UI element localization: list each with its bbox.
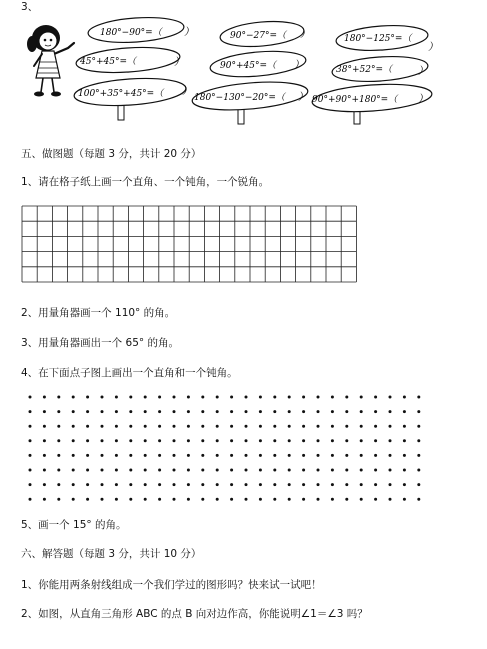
grid-dot <box>173 396 176 399</box>
grid-dot <box>129 439 132 442</box>
grid-dot <box>230 483 233 486</box>
grid-dot <box>345 454 348 457</box>
grid-dot <box>331 469 334 472</box>
grid-dot <box>273 469 276 472</box>
grid-dot <box>302 469 305 472</box>
grid-dot <box>216 469 219 472</box>
sign-3-close-2: ） <box>418 66 428 77</box>
grid-dot <box>158 425 161 428</box>
grid-dot <box>345 410 348 413</box>
sign-1-close-2: ） <box>174 57 184 68</box>
grid-dot <box>173 454 176 457</box>
grid-dot <box>187 410 190 413</box>
grid-dot <box>417 410 420 413</box>
grid-dot <box>245 483 248 486</box>
sign-2-close-3: ） <box>298 92 308 103</box>
grid-dot <box>72 410 75 413</box>
grid-dot <box>129 498 132 501</box>
sign-3-expr-1: 180°−125°=（ <box>344 34 412 44</box>
grid-dot <box>273 483 276 486</box>
grid-dot <box>115 425 118 428</box>
grid-dot <box>403 410 406 413</box>
grid-dot <box>216 425 219 428</box>
sign-1-expr-3: 100°+35°+45°=（ <box>78 89 164 99</box>
grid-dot <box>374 396 377 399</box>
grid-dot <box>360 425 363 428</box>
grid-dot <box>288 483 291 486</box>
grid-dot <box>101 410 104 413</box>
grid-dot <box>403 454 406 457</box>
grid-dot <box>417 469 420 472</box>
grid-dot <box>86 469 89 472</box>
grid-dot <box>331 439 334 442</box>
sign-1-close-1: ） <box>184 27 194 38</box>
grid-dot <box>187 469 190 472</box>
grid-dot <box>101 396 104 399</box>
sign-3 <box>306 14 446 126</box>
grid-dot <box>259 396 262 399</box>
grid-dot <box>345 469 348 472</box>
grid-dot <box>317 469 320 472</box>
grid-dot <box>43 469 46 472</box>
grid-dot <box>115 454 118 457</box>
grid-dot <box>201 469 204 472</box>
sign-2 <box>190 16 320 128</box>
grid-dot <box>245 498 248 501</box>
grid-dot <box>389 396 392 399</box>
grid-dot <box>245 469 248 472</box>
grid-dot <box>29 410 32 413</box>
grid-dot <box>173 425 176 428</box>
grid-dot <box>201 454 204 457</box>
grid-dot <box>29 425 32 428</box>
grid-dot <box>331 425 334 428</box>
grid-dot <box>158 454 161 457</box>
grid-dot <box>389 439 392 442</box>
grid-dot <box>43 410 46 413</box>
grid-dot <box>374 483 377 486</box>
sign-1-close-3: ） <box>182 86 192 97</box>
grid-dot <box>417 425 420 428</box>
problem-3-number: 3、 <box>21 1 39 13</box>
grid-dot <box>273 425 276 428</box>
section-5-question-2: 2、用量角器画一个 110° 的角。 <box>21 307 176 319</box>
grid-dot <box>115 410 118 413</box>
grid-dot <box>331 410 334 413</box>
grid-dot <box>29 396 32 399</box>
grid-dot <box>245 454 248 457</box>
grid-dot <box>259 483 262 486</box>
grid-dot <box>173 410 176 413</box>
grid-dot <box>201 396 204 399</box>
grid-dot <box>216 498 219 501</box>
grid-dot <box>389 410 392 413</box>
grid-dot <box>57 469 60 472</box>
grid-dot <box>374 410 377 413</box>
grid-dot <box>259 498 262 501</box>
grid-dot <box>72 469 75 472</box>
grid-dot <box>158 410 161 413</box>
grid-dot <box>72 396 75 399</box>
grid-dot <box>374 425 377 428</box>
grid-dot <box>273 439 276 442</box>
grid-dot <box>101 425 104 428</box>
grid-dot <box>417 483 420 486</box>
grid-dot <box>360 469 363 472</box>
grid-dot <box>288 410 291 413</box>
grid-dot <box>360 454 363 457</box>
grid-dot <box>43 396 46 399</box>
grid-dot <box>245 425 248 428</box>
grid-dot <box>417 396 420 399</box>
grid-dot <box>417 439 420 442</box>
grid-dot <box>29 439 32 442</box>
grid-dot <box>317 483 320 486</box>
grid-dot <box>403 425 406 428</box>
grid-dot <box>158 483 161 486</box>
grid-dot <box>345 425 348 428</box>
grid-dot <box>230 454 233 457</box>
grid-dot <box>43 439 46 442</box>
grid-dot <box>417 498 420 501</box>
grid-dot <box>331 483 334 486</box>
grid-dot <box>57 483 60 486</box>
grid-dot <box>288 396 291 399</box>
grid-dot <box>288 425 291 428</box>
grid-dot <box>101 439 104 442</box>
grid-dot <box>360 410 363 413</box>
grid-dot <box>302 439 305 442</box>
grid-dot <box>345 498 348 501</box>
grid-dot <box>389 425 392 428</box>
grid-dot <box>273 410 276 413</box>
grid-dot <box>230 439 233 442</box>
grid-dot <box>86 410 89 413</box>
sign-2-close-2: ） <box>294 60 304 71</box>
grid-dot <box>302 410 305 413</box>
grid-dot <box>360 439 363 442</box>
grid-dot <box>158 439 161 442</box>
grid-dot <box>273 396 276 399</box>
grid-dot <box>216 439 219 442</box>
grid-dot <box>259 454 262 457</box>
grid-dot <box>144 425 147 428</box>
grid-dot <box>115 396 118 399</box>
grid-dot <box>43 483 46 486</box>
grid-dot <box>403 439 406 442</box>
grid-dot <box>403 396 406 399</box>
grid-dot <box>273 454 276 457</box>
grid-dot <box>201 439 204 442</box>
sign-3-expr-3: 90°+90°+180°=（ <box>312 95 398 105</box>
grid-dot <box>57 439 60 442</box>
grid-dot <box>302 396 305 399</box>
grid-dot <box>259 425 262 428</box>
grid-dot <box>144 483 147 486</box>
grid-dot <box>374 498 377 501</box>
section-6-heading: 六、解答题（每题 3 分，共计 10 分） <box>21 548 202 560</box>
grid-dot <box>115 483 118 486</box>
grid-dot <box>216 483 219 486</box>
grid-dot <box>144 439 147 442</box>
grid-dot <box>245 410 248 413</box>
grid-dot <box>101 454 104 457</box>
grid-dot <box>187 483 190 486</box>
grid-lines <box>22 206 356 282</box>
grid-dot <box>115 439 118 442</box>
grid-dot <box>331 454 334 457</box>
grid-dot <box>29 454 32 457</box>
grid-dot <box>57 410 60 413</box>
grid-dot <box>187 396 190 399</box>
grid-dot <box>201 483 204 486</box>
grid-dot <box>302 425 305 428</box>
grid-dot <box>345 483 348 486</box>
grid-dot <box>129 454 132 457</box>
grid-dot <box>288 439 291 442</box>
grid-dot <box>57 454 60 457</box>
grid-dot <box>216 396 219 399</box>
grid-dot <box>115 469 118 472</box>
grid-dot <box>230 396 233 399</box>
grid-dot <box>317 396 320 399</box>
sign-2-expr-3: 180°−130°−20°=（ <box>194 93 285 103</box>
grid-dot <box>86 425 89 428</box>
sign-1-expr-1: 180°−90°=（ <box>100 28 162 38</box>
grid-dot <box>101 469 104 472</box>
grid-dot <box>389 469 392 472</box>
grid-dot <box>288 469 291 472</box>
grid-dot <box>230 498 233 501</box>
section-5-question-3: 3、用量角器画出一个 65° 的角。 <box>21 337 179 349</box>
grid-dot <box>403 498 406 501</box>
grid-dot <box>317 454 320 457</box>
grid-dot <box>144 469 147 472</box>
sign-2-expr-2: 90°+45°=（ <box>220 61 276 71</box>
grid-dot <box>360 498 363 501</box>
section-5-question-4: 4、在下面点子图上画出一个直角和一个钝角。 <box>21 367 238 379</box>
grid-dot <box>129 469 132 472</box>
grid-dot <box>57 425 60 428</box>
grid-dot <box>158 498 161 501</box>
section-5-heading: 五、做图题（每题 3 分，共计 20 分） <box>21 148 202 160</box>
grid-dot <box>201 498 204 501</box>
grid-dot <box>201 425 204 428</box>
grid-dot <box>86 483 89 486</box>
sign-1 <box>70 14 200 126</box>
grid-dot <box>144 396 147 399</box>
grid-dot <box>302 498 305 501</box>
grid-dot <box>158 469 161 472</box>
grid-dot <box>374 469 377 472</box>
grid-dot <box>345 396 348 399</box>
grid-dot <box>187 439 190 442</box>
grid-dot <box>187 454 190 457</box>
grid-dot <box>187 425 190 428</box>
grid-dot <box>43 425 46 428</box>
grid-dot <box>374 439 377 442</box>
grid-dot <box>43 498 46 501</box>
grid-dot <box>302 483 305 486</box>
grid-dot <box>29 469 32 472</box>
grid-dot <box>389 498 392 501</box>
grid-dot <box>115 498 118 501</box>
grid-dot <box>29 483 32 486</box>
dot-grid-paper[interactable] <box>25 392 435 504</box>
grid-dot <box>86 439 89 442</box>
sign-1-expr-2: 45°+45°=（ <box>80 57 136 67</box>
sign-3-expr-2: 38°+52°=（ <box>336 65 392 75</box>
grid-dot <box>86 454 89 457</box>
grid-dot <box>72 454 75 457</box>
grid-dot <box>158 396 161 399</box>
grid-dot <box>345 439 348 442</box>
sign-3-close-1: ） <box>428 42 438 53</box>
grid-dot <box>259 439 262 442</box>
grid-dot <box>216 454 219 457</box>
grid-dot <box>288 454 291 457</box>
grid-dot <box>288 498 291 501</box>
grid-dot <box>331 498 334 501</box>
grid-dot <box>259 469 262 472</box>
grid-dot <box>259 410 262 413</box>
grid-dot <box>86 396 89 399</box>
section-5-question-5: 5、画一个 15° 的角。 <box>21 519 127 531</box>
grid-dot <box>201 410 204 413</box>
grid-dot <box>57 498 60 501</box>
grid-dot <box>360 483 363 486</box>
section-5-question-1: 1、请在格子纸上画一个直角、一个钝角，一个锐角。 <box>21 176 270 188</box>
grid-dot <box>129 410 132 413</box>
grid-dot <box>144 498 147 501</box>
square-grid-paper[interactable] <box>21 205 361 287</box>
grid-dot <box>302 454 305 457</box>
sign-2-expr-1: 90°−27°=（ <box>230 31 286 41</box>
grid-dot <box>317 410 320 413</box>
section-6-question-2: 2、如图，从直角三角形 ABC 的点 B 向对边作高，你能说明∠1＝∠3 吗？ <box>21 608 368 620</box>
grid-dot <box>317 439 320 442</box>
grid-dot <box>389 483 392 486</box>
grid-dot <box>173 498 176 501</box>
dot-grid <box>29 396 421 501</box>
grid-dot <box>43 454 46 457</box>
grid-dot <box>144 410 147 413</box>
grid-dot <box>230 469 233 472</box>
grid-dot <box>360 396 363 399</box>
grid-dot <box>72 439 75 442</box>
grid-dot <box>245 396 248 399</box>
grid-dot <box>72 425 75 428</box>
sign-3-close-3: ） <box>418 94 428 105</box>
grid-dot <box>230 410 233 413</box>
grid-dot <box>129 483 132 486</box>
grid-dot <box>72 483 75 486</box>
grid-dot <box>230 425 233 428</box>
grid-dot <box>417 454 420 457</box>
grid-dot <box>317 498 320 501</box>
grid-dot <box>173 439 176 442</box>
grid-dot <box>86 498 89 501</box>
grid-dot <box>331 396 334 399</box>
grid-dot <box>72 498 75 501</box>
grid-dot <box>144 454 147 457</box>
grid-dot <box>389 454 392 457</box>
grid-dot <box>101 483 104 486</box>
grid-dot <box>129 396 132 399</box>
grid-dot <box>129 425 132 428</box>
grid-dot <box>403 483 406 486</box>
sign-2-close-1: ） <box>300 29 310 40</box>
grid-dot <box>187 498 190 501</box>
grid-dot <box>374 454 377 457</box>
grid-dot <box>216 410 219 413</box>
grid-dot <box>273 498 276 501</box>
grid-dot <box>245 439 248 442</box>
grid-dot <box>57 396 60 399</box>
grid-dot <box>101 498 104 501</box>
grid-dot <box>317 425 320 428</box>
grid-dot <box>29 498 32 501</box>
section-6-question-1: 1、你能用两条射线组成一个我们学过的图形吗？快来试一试吧！ <box>21 579 322 591</box>
grid-dot <box>173 469 176 472</box>
grid-dot <box>173 483 176 486</box>
grid-dot <box>403 469 406 472</box>
